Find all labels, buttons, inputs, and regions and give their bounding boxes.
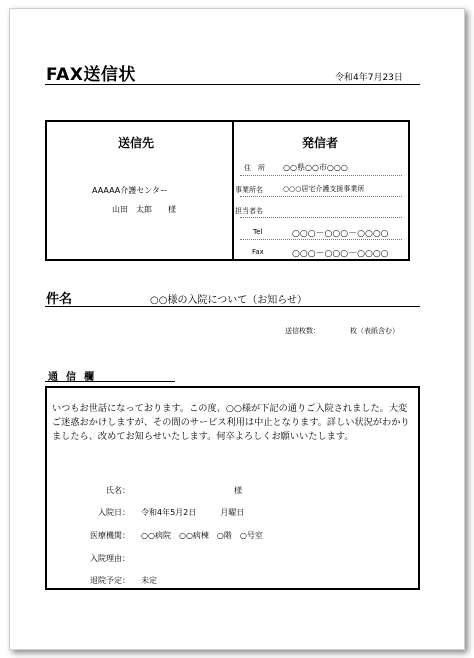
sender-heading: 発信者: [302, 136, 339, 150]
sender-office-label: 事業所名: [235, 186, 263, 194]
admission-date-value: 令和4年5月2日 月曜日: [141, 508, 245, 517]
page-count-value: 枚（表紙含む）: [350, 327, 399, 335]
document-title: FAX送信状: [46, 65, 136, 85]
sender-person-label: 担当者名: [235, 207, 263, 215]
page-count-label: 送信枚数：: [285, 327, 320, 335]
subject-text: ○○様の入院について（お知らせ）: [150, 295, 307, 306]
patient-name-value: 様: [234, 486, 242, 495]
recipient-name: 山田 太郎 様: [112, 205, 176, 214]
admission-reason-label: 入院理由：: [90, 554, 130, 563]
discharge-plan-label: 退院予定：: [90, 576, 130, 585]
subject-underline: [45, 306, 420, 307]
address-box-divider: [232, 120, 234, 261]
hospital-label: 医療機関：: [90, 531, 130, 540]
sender-fax-value: ○○○－○○○－○○○○: [292, 249, 389, 259]
recipient-organization: AAAAA介護センター: [92, 186, 168, 195]
patient-name-label: 氏名：: [106, 486, 130, 495]
communication-heading-underline: [45, 381, 175, 382]
document-date: 令和4年7月23日: [335, 73, 403, 83]
sender-office-value: ○○○居宅介護支援事業所: [283, 185, 365, 193]
sender-tel-value: ○○○－○○○－○○○○: [292, 229, 389, 239]
sender-address-value: ○○県○○市○○○: [283, 163, 348, 172]
sender-person-line: [240, 217, 402, 218]
sender-address-line: [240, 175, 402, 176]
sender-tel-line: [240, 239, 402, 240]
title-underline: [45, 84, 420, 85]
sender-fax-label: Fax: [252, 248, 264, 256]
admission-date-label: 入院日：: [98, 508, 130, 517]
sender-tel-label: Tel: [253, 228, 263, 236]
subject-label: 件名: [46, 292, 73, 307]
recipient-heading: 送信先: [118, 136, 155, 150]
sender-address-label: 住 所: [244, 164, 265, 172]
hospital-value: ○○病院 ○○病棟 ○階 ○号室: [141, 531, 263, 540]
communication-heading: 通信欄: [48, 372, 102, 383]
discharge-plan-value: 未定: [141, 576, 157, 585]
sender-office-line: [240, 196, 402, 197]
communication-message: いつもお世話になっております。この度、○○様が下記の通りご入院されました。大変ご迷惑おかけしますが、その間のサービス利用は中止となります。詳しい状況がわかりましたら、改めてお知らせいたします。何卒よろしくお願いいたします。: [52, 403, 410, 442]
